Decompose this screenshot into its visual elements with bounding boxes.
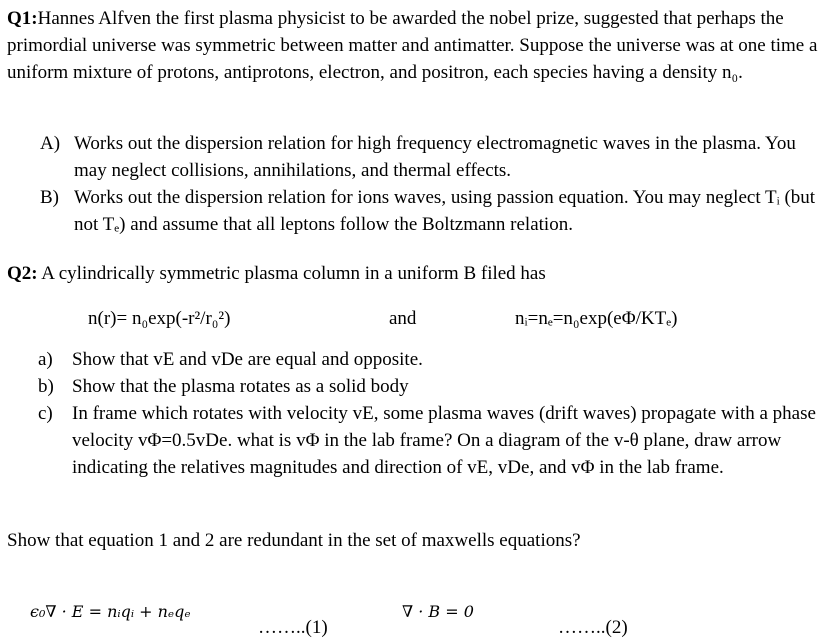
list-item-text: Show that the plasma rotates as a solid body bbox=[72, 376, 409, 397]
density-profile-equation: n(r)= n₀exp(-r²/r₀²) bbox=[88, 308, 231, 329]
boltzmann-equation: nᵢ=nₑ=n₀exp(eΦ/KTₑ) bbox=[515, 308, 678, 329]
list-item-text: Works out the dispersion relation for high frequency electromagnetic waves in the plasma. You may neglect collisions, annihilations, and thermal effects. bbox=[74, 133, 796, 181]
question-1-parts bbox=[7, 130, 822, 238]
question-2-parts bbox=[7, 346, 822, 481]
list-item-label: A) bbox=[40, 133, 61, 154]
list-item bbox=[7, 346, 822, 373]
list-item bbox=[7, 400, 822, 481]
divergence-b-equation: ∇ · B = 0 bbox=[402, 602, 474, 621]
list-item bbox=[7, 184, 822, 238]
question-1-body: Hannes Alfven the first plasma physicist to be awarded the nobel prize, suggested that perhaps the primordial universe was symmetric between matter and antimatter. Suppose the universe was at one time a uniform mixture of protons, antiprotons, electron, and positron, each species having a density n₀. bbox=[7, 8, 818, 83]
equation-2-number: ……..(2) bbox=[558, 617, 628, 638]
list-item-text: In frame which rotates with velocity vE, some plasma waves (drift waves) propagate with a phase velocity vΦ=0.5vDe. what is vΦ in the lab frame? On a diagram of the v-θ plane, draw arrow indicating the relatives magnitudes and direction of vE, vDe, and vΦ in the lab frame. bbox=[72, 403, 816, 478]
list-item-label: c) bbox=[38, 403, 53, 424]
list-item-text: Works out the dispersion relation for ions waves, using passion equation. You may neglect Tᵢ (but not Tₑ) and assume that all leptons follow the Boltzmann relation. bbox=[74, 187, 816, 235]
list-item-label: b) bbox=[38, 376, 54, 397]
gauss-law-equation: ϵ₀∇ · E = nᵢqᵢ + nₑqₑ bbox=[30, 602, 191, 621]
question-2 bbox=[7, 260, 822, 287]
list-item bbox=[7, 373, 822, 400]
and-connector: and bbox=[389, 308, 417, 329]
density-equations bbox=[0, 305, 829, 333]
redundancy-question: Show that equation 1 and 2 are redundant in the set of maxwells equations? bbox=[7, 530, 581, 551]
maxwell-equations bbox=[0, 592, 829, 636]
list-item-label: B) bbox=[40, 187, 59, 208]
equation-1-number: ……..(1) bbox=[258, 617, 328, 638]
question-1 bbox=[7, 5, 822, 86]
list-item-text: Show that vE and vDe are equal and opposite. bbox=[72, 349, 423, 370]
list-item-label: a) bbox=[38, 349, 53, 370]
list-item bbox=[7, 130, 822, 184]
question-2-body: A cylindrically symmetric plasma column in a uniform B filed has bbox=[37, 263, 546, 284]
question-1-label: Q1: bbox=[7, 8, 38, 29]
question-1-text bbox=[7, 5, 822, 86]
question-2-label: Q2: bbox=[7, 263, 38, 284]
